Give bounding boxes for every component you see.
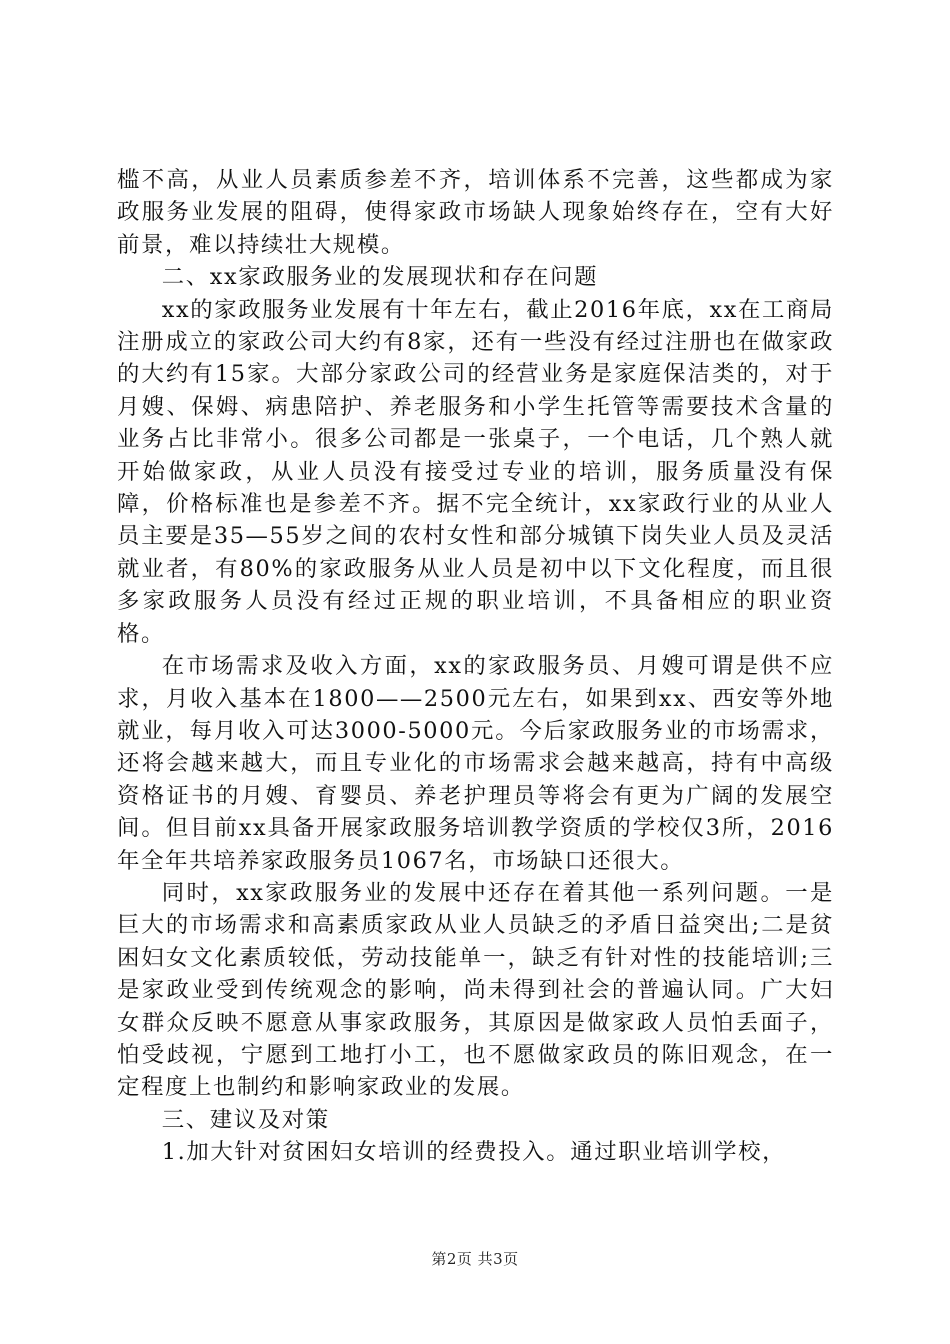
section-heading-2: 二、xx家政服务业的发展现状和存在问题: [161, 264, 599, 291]
paragraph-problems: 同时，xx家政服务业的发展中还存在着其他一系列问题。一是巨大的市场需求和高素质家政从业人员缺乏的矛盾日益突出;二是贫困妇女文化素质较低，劳动技能单一，缺乏有针对性的技能培训;三是家政业受到传统观念的影响，尚未得到社会的普遍认同。广大妇女群众反映不愿意从事家政服务，其原因是做家政人员怕丢面子，怕受歧视，宁愿到工地打小工，也不愿做家政员的陈旧观念，在一定程度上也制约和影响家政业的发展。: [117, 879, 834, 1101]
paragraph-market-demand: 在市场需求及收入方面，xx的家政服务员、月嫂可谓是供不应求，月收入基本在1800——2500元左右，如果到xx、西安等外地就业，每月收入可达3000-5000元。今后家政服务业的市场需求，还将会越来越大，而且专业化的市场需求会越来越高，持有中高级资格证书的月嫂、育婴员、养老护理员等将会有更为广阔的发展空间。但目前xx具备开展家政服务培训教学资质的学校仅3所，2016年全年共培养家政服务员1067名，市场缺口还很大。: [117, 653, 834, 874]
page-footer: [0, 1248, 950, 1269]
section-heading-3: 三、建议及对策: [161, 1106, 330, 1133]
paragraph-suggestion-1: 1.加大针对贫困妇女培训的经费投入。通过职业培训学校，: [161, 1139, 787, 1166]
document-body: [117, 164, 834, 1169]
paragraph-status: xx的家政服务业发展有十年左右，截止2016年底，xx在工商局注册成立的家政公司大约有8家，还有一些没有经过注册也在做家政的大约有15家。大部分家政公司的经营业务是家庭保洁类的，对于月嫂、保姆、病患陪护、养老服务和小学生托管等需要技术含量的业务占比非常小。很多公司都是一张桌子，一个电话，几个熟人就开始做家政，从业人员没有接受过专业的培训，服务质量没有保障，价格标准也是参差不齐。据不完全统计，xx家政行业的从业人员主要是35—55岁之间的农村女性和部分城镇下岗失业人员及灵活就业者，有80%的家政服务从业人员是初中以下文化程度，而且很多家政服务人员没有经过正规的职业培训，不具备相应的职业资格。: [117, 296, 834, 647]
page-indicator: 第2页 共3页: [431, 1250, 519, 1268]
paragraph-continuation: 槛不高，从业人员素质参差不齐，培训体系不完善，这些都成为家政服务业发展的阻碍，使得家政市场缺人现象始终存在，空有大好前景，难以持续壮大规模。: [117, 167, 834, 258]
